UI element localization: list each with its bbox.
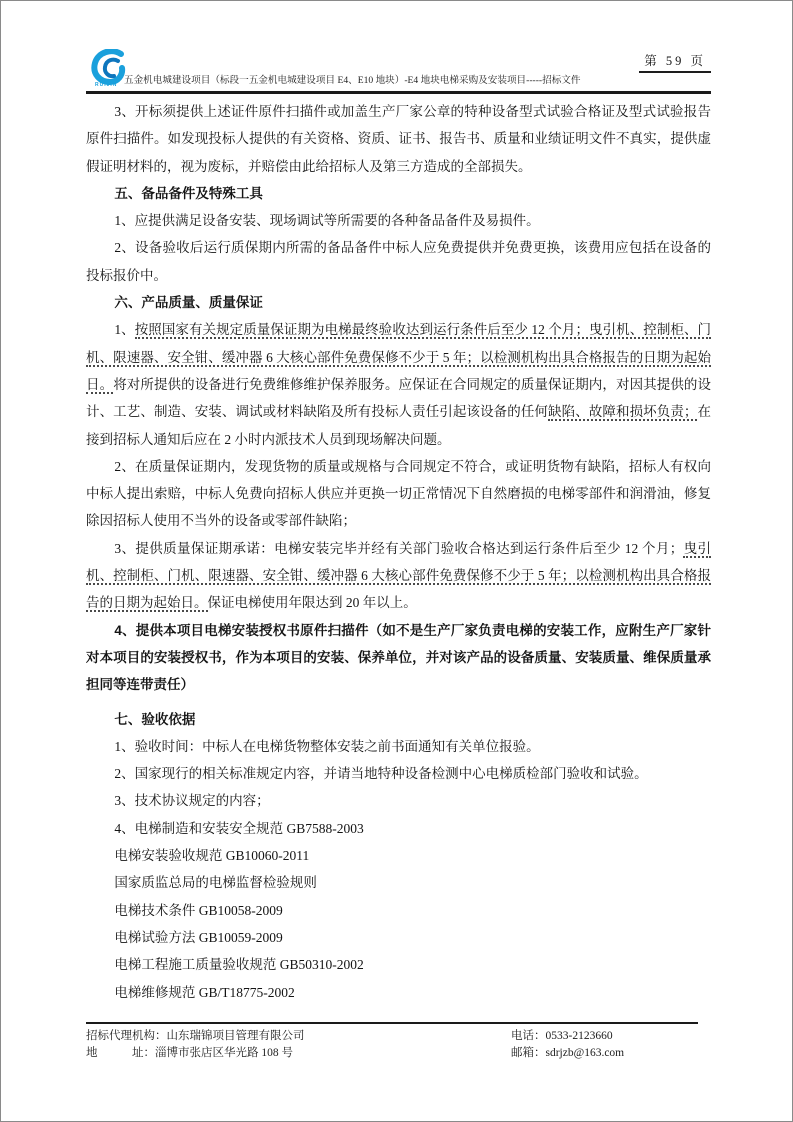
- paragraph: [86, 733, 711, 760]
- text-run: 1、: [114, 322, 135, 338]
- paragraph: [86, 98, 711, 180]
- text-run: 4、提供本项目电梯安装授权书原件扫描件（如不是生产厂家负责电梯的安装工作，应附生产厂家针对本项目的安装授权书，作为本项目的安装、保养单位，并对该产品的设备质量、安装质量、维保质量承担同等连带责任）: [86, 622, 711, 693]
- paragraph: [86, 979, 711, 1006]
- phone-number: 电话：0533-2123660: [511, 1030, 613, 1042]
- text-run: 3、开标须提供上述证件原件扫描件或加盖生产厂家公章的特种设备型式试验合格证及型式试验报告原件扫描件。如发现投标人提供的有关资格、资质、证书、报告书、质量和业绩证明文件不真实，提供虚假证明材料的，视为废标，并赔偿由此给招标人及第三方造成的全部损失。: [86, 104, 711, 174]
- paragraph: [86, 842, 711, 869]
- text-run: 电梯安装验收规范 GB10060-2011: [114, 848, 310, 864]
- paragraph: [86, 869, 711, 896]
- text-run: 七、验收依据: [114, 711, 196, 727]
- section-heading: [86, 706, 711, 733]
- text-run: 电梯工程施工质量验收规范 GB50310-2002: [114, 957, 364, 973]
- text-run: 3、提供质量保证期承诺：电梯安装完毕并经有关部门验收合格达到运行条件后至少 12 个月；: [114, 540, 684, 556]
- email-address: 邮箱：sdrjzb@163.com: [511, 1046, 625, 1059]
- emphasis-dotted-text: 曳引机、控制柜、门机、限速器、安全钳、缓冲器 6 大核心部件免费保修不少于 5 年；以检测机构出具合格报告的日期为起始日。: [86, 540, 712, 611]
- text-run: 六、产品质量、质量保证: [114, 295, 263, 311]
- text-run: 1、验收时间：中标人在电梯货物整体安装之前书面通知有关单位报验。: [114, 738, 540, 754]
- footer-row: [86, 1028, 698, 1045]
- document-body: [86, 98, 711, 1006]
- paragraph: [86, 951, 711, 978]
- paragraph: [86, 234, 711, 289]
- text-run: 将对所提供的设备进行免费维修维护保养服务。应保证在合同规定的质量保证期内，对因其提供的设计、工艺、制造、安装、调试或材料缺陷及所有投标人责任引起该设备的任何: [86, 376, 712, 420]
- paragraph: [86, 207, 711, 234]
- paragraph: [86, 617, 711, 699]
- page-number: 第 59 页: [639, 51, 711, 73]
- emphasis-dotted-text: 缺陷、故障和损坏负责；: [548, 404, 698, 420]
- document-header-title: 五金机电城建设项目（标段一五金机电城建设项目 E4、E10 地块）-E4 地块电梯采购及安装项目-----招标文件: [124, 75, 581, 86]
- text-run: 保证电梯使用年限达到 20 年以上。: [207, 595, 417, 611]
- text-run: 国家质监总局的电梯监督检验规则: [114, 875, 317, 891]
- text-run: 2、在质量保证期内，发现货物的质量或规格与合同规定不符合，或证明货物有缺陷，招标人有权向中标人提出索赔，中标人免费向招标人供应并更换一切正常情况下自然磨损的电梯零部件和润滑油，修复除因招标人使用不当外的设备或零部件缺陷；: [86, 458, 711, 529]
- paragraph: [86, 316, 711, 452]
- logo-text: RUIJIN: [95, 82, 118, 88]
- text-run: 1、应提供满足设备安装、现场调试等所需要的各种备品备件及易损件。: [114, 213, 540, 229]
- header-rule: [86, 91, 711, 94]
- paragraph: [86, 760, 711, 787]
- paragraph: [86, 787, 711, 814]
- footer-row: [86, 1045, 698, 1062]
- paragraph: [86, 897, 711, 924]
- text-run: 2、设备验收后运行质保期内所需的备品备件中标人应免费提供并免费更换，该费用应包括在设备的投标报价中。: [86, 240, 711, 283]
- text-run: 4、电梯制造和安装安全规范 GB7588-2003: [114, 820, 364, 836]
- section-heading: [86, 289, 711, 316]
- text-run: 五、备品备件及特殊工具: [114, 185, 263, 201]
- text-run: 3、技术协议规定的内容；: [114, 793, 270, 809]
- paragraph: [86, 924, 711, 951]
- paragraph: [86, 453, 711, 535]
- text-run: 电梯维修规范 GB/T18775-2002: [114, 984, 295, 1000]
- emphasis-dotted-text: 按照国家有关规定质量保证期为电梯最终验收达到运行条件后至少 12 个月；曳引机、控制柜、门机、限速器、安全钳、缓冲器 6 大核心部件免费保修不少于 5 年；以检测机构出具合格报告的日期为起始日。: [86, 322, 712, 392]
- text-run: 电梯技术条件 GB10058-2009: [114, 902, 283, 918]
- section-heading: [86, 180, 711, 207]
- agency-name: 招标代理机构：山东瑞锦项目管理有限公司: [86, 1030, 305, 1042]
- text-run: 电梯试验方法 GB10059-2009: [114, 929, 283, 945]
- text-run: 2、国家现行的相关标准规定内容，并请当地特种设备检测中心电梯质检部门验收和试验。: [114, 766, 648, 782]
- document-footer: [86, 1022, 698, 1061]
- text-run: 在接到招标人通知后应在 2 小时内派技术人员到现场解决问题。: [86, 404, 712, 447]
- paragraph: [86, 535, 711, 617]
- agency-address: 地 址：淄博市张店区华光路 108 号: [86, 1046, 293, 1059]
- paragraph: [86, 815, 711, 842]
